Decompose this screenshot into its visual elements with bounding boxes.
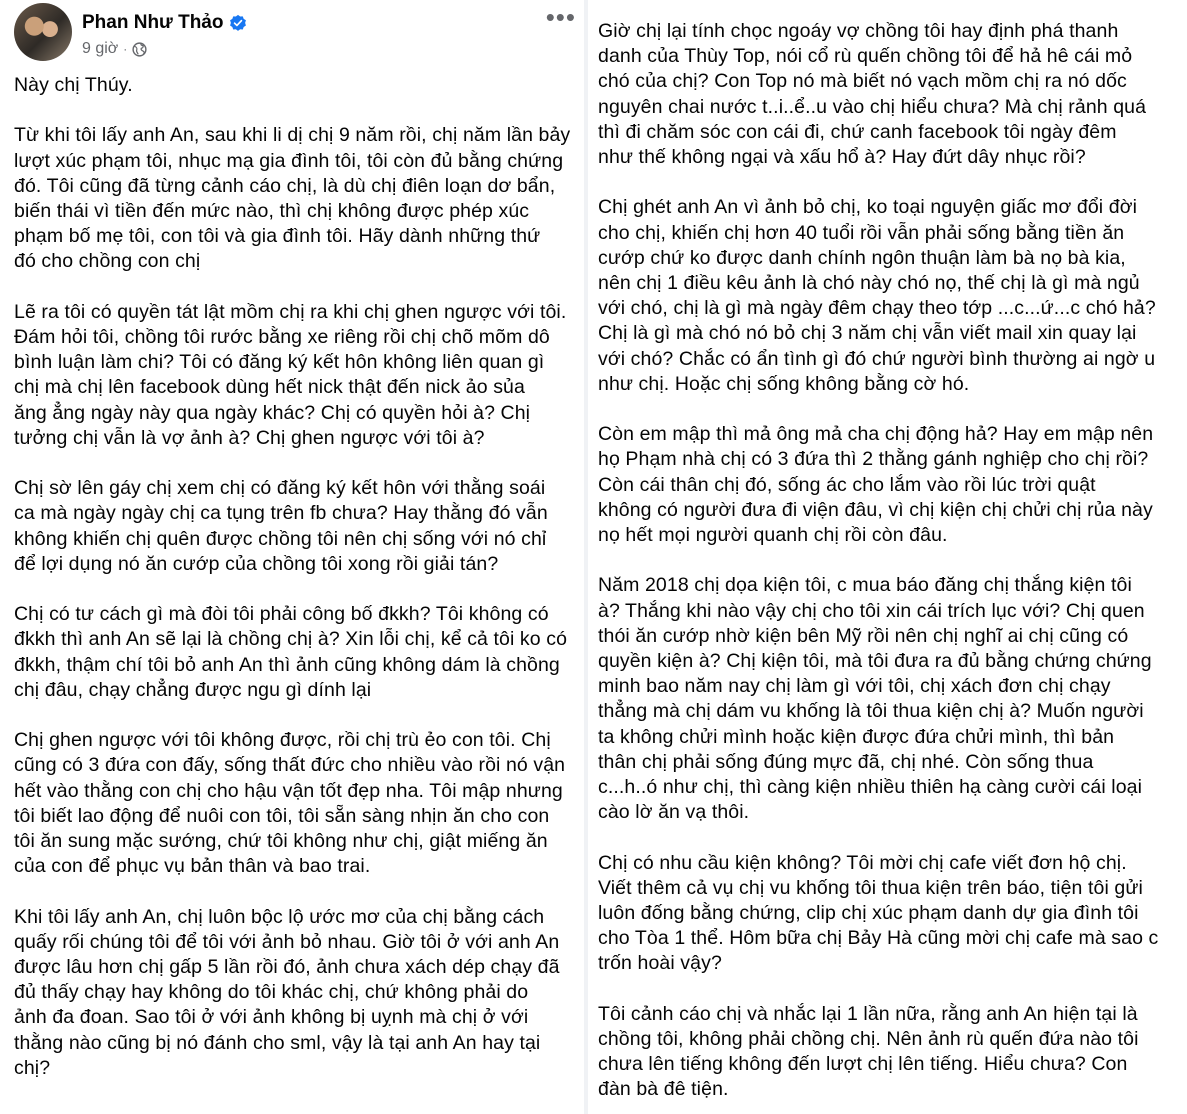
post-paragraph: Chị ghen ngược với tôi không được, rồi chị trù ẻo con tôi. Chị cũng có 3 đứa con đấy, sống thất đức cho nhiều vào rồi nó vận hết vào thằng con chị cho hậu vận tốt đẹp nha. Tôi mập nhưng tôi biết lao động để nuôi con tôi, tôi sẵn sàng nhịn ăn cho con tôi ăn sung mặc sướng, chứ tôi không như chị, giật miếng ăn của con để phục vụ bản thân và bao trai.	[14, 729, 566, 878]
post-text-right	[598, 19, 1187, 1103]
post-paragraph: Từ khi tôi lấy anh An, sau khi li dị chị 9 năm rồi, chị năm lần bảy lượt xúc phạm tôi, nhục mạ gia đình tôi, tôi còn đủ bằng chứng đó. Tôi cũng đã từng cảnh cáo chị, là dù chị điên loạn dơ bẩn, biến thái vì tiền đến mức nào, thì chị không được phép xúc phạm bố mẹ tôi, con tôi và gia đình tôi. Hãy dành những thứ đó cho chồng con chị	[14, 124, 571, 273]
post-text-left	[14, 73, 584, 1081]
author-avatar[interactable]	[14, 3, 72, 61]
post-paragraph: Chị có nhu cầu kiện không? Tôi mời chị cafe viết đơn hộ chị. Viết thêm cả vụ chị vu khống tôi thua kiện trên báo, tiện tôi gửi luôn đống bằng chứng, clip chị xúc phạm danh dự gia đình tôi cho Tòa 1 thể. Hôm bữa chị Bảy Hà cũng mời chị cafe mà sao c trốn hoài vậy?	[598, 851, 1159, 975]
post-paragraph: Lẽ ra tôi có quyền tát lật mồm chị ra khi chị ghen ngược với tôi. Đám hỏi tôi, chồng tôi rước bằng xe riêng rồi chị chõ mõm dô bình luận làm chi? Tôi có đăng ký kết hôn không liên quan gì chị mà chị lên facebook dùng hết nick thật đến nick ảo sủa ăng ẳng ngày này qua ngày khác? Chị có quyền hỏi à? Chị tưởng chị vẫn là vợ ảnh à? Chị ghen ngược với tôi à?	[14, 300, 567, 449]
post-right-column	[588, 0, 1187, 1114]
post-paragraph: Giờ chị lại tính chọc ngoáy vợ chồng tôi hay định phá thanh danh của Thùy Top, nói cổ rù quến chồng tôi để hả hê cái mỏ chó của chị? Con Top nó mà biết nó vạch mồm chị ra nó dốc nguyên chai nước t..i..ể..u vào chị hiểu chưa? Mà chị rảnh quá thì đi chăm sóc con cái đi, chứ canh facebook tôi ngày đêm như thế không ngại và xấu hổ à? Hay đứt dây nhục rồi?	[598, 20, 1147, 169]
post-paragraph: Tôi cảnh cáo chị và nhắc lại 1 lần nữa, rằng anh An hiện tại là chồng tôi, không phải chồng chị. Nên ảnh rù quến đứa nào tôi chưa lên tiếng không đến lượt chị lên tiếng. Hiểu chưa? Con đàn bà đê tiện.	[598, 1002, 1139, 1101]
post-paragraph: Này chị Thúy.	[14, 74, 133, 96]
author-name[interactable]: Phan Như Thảo	[82, 12, 224, 33]
post-time[interactable]: 9 giờ	[82, 40, 119, 57]
post-paragraph: Còn em mập thì mả ông mả cha chị động hả? Hay em mập nên họ Phạm nhà chị có 3 đứa thì 2 thằng gánh nghiệp cho chị rồi? Còn cái thân chị đó, sống ác cho lắm vào rồi lúc trời quật không có người đưa đi viện đâu, vì chị kiện chị chửi chị rủa này nọ hết mọi người quanh chị rồi còn đâu.	[598, 423, 1154, 547]
post-paragraph: Năm 2018 chị dọa kiện tôi, c mua báo đăng chị thắng kiện tôi à? Thắng khi nào vậy chị cho tôi xin cái trích lục với? Chị quen thói ăn cướp nhờ kiện bên Mỹ rồi nên chị nghĩ ai chị cũng có quyền kiện à? Chị kiện tôi, mà tôi đưa ra đủ bằng chứng chứng minh bao năm nay chị làm gì với tôi, chị xách đơn chị chạy thẳng mà chị dám vu khống là tôi thua kiện chị à? Muốn người ta không chửi mình hoặc kiện được đứa chửi mình, thì bản thân chị phải sống đúng mực đã, chị nhé. Còn sống thua c...h..ó như chị, thì càng kiện nhiều thiên hạ càng cười cái loại cào lờ ăn vạ thôi.	[598, 574, 1152, 824]
post-left-column	[0, 0, 584, 1114]
post-paragraph: Chị có tư cách gì mà đòi tôi phải công bố đkkh? Tôi không có đkkh thì anh An sẽ lại là chồng chị à? Xin lỗi chị, kể cả tôi ko có đkkh, thậm chí tôi bỏ anh An thì ảnh cũng không dám là chồng chị đâu, chạy chẳng được ngu gì dính lại	[14, 603, 568, 701]
post-meta	[82, 40, 147, 58]
post-paragraph: Khi tôi lấy anh An, chị luôn bộc lộ ước mơ của chị bằng cách quấy rối chúng tôi để tôi với ảnh bỏ nhau. Giờ tôi ở với anh An được lâu hơn chị gấp 5 lần rồi đó, ảnh chưa xách dép chạy đã đủ thấy chạy hay không do tôi khác chị, chứ không phải do ảnh đa đoan. Sao tôi ở với ảnh không bị uỵnh mà chị ở với thằng nào cũng bị nó đánh cho sml, vậy là tại anh An hay tại chị?	[14, 905, 560, 1079]
meta-separator: ·	[123, 42, 128, 56]
verified-badge-icon	[229, 14, 247, 32]
post-header	[14, 0, 584, 66]
post-paragraph: Chị sờ lên gáy chị xem chị có đăng ký kết hôn với thằng soái ca mà ngày ngày chị ca tụng trên fb chưa? Hay thằng đó vẫn không khiến chị quên được chồng tôi nên chị sống với nó chỉ để lợi dụng nó ăn cướp của chồng tôi xong rồi giải tán?	[14, 477, 548, 575]
post-paragraph: Chị ghét anh An vì ảnh bỏ chị, ko toại nguyện giấc mơ đổi đời cho chị, khiến chị hơn 40 tuổi rồi vẫn phải sống bằng tiền ăn cướp chứ ko được danh chính ngôn thuận làm bà nọ bà kia, nên chị 1 điều kêu ảnh là chó này chó nọ, thế chị là gì mà ngủ với chó, chị là gì mà ngày đêm chạy theo tớp ...c...ứ...c chó hả? Chị là gì mà chó nó bỏ chị 3 năm chị vẫn viết mail xin quay lại với chó? Chắc có ẩn tình gì đó chứ người bình thường ai ngờ u như chị. Hoặc chị sống không bằng cờ hó.	[598, 196, 1156, 395]
author-row	[82, 12, 247, 34]
globe-icon[interactable]	[132, 42, 147, 57]
more-options-icon[interactable]: •••	[545, 2, 576, 32]
